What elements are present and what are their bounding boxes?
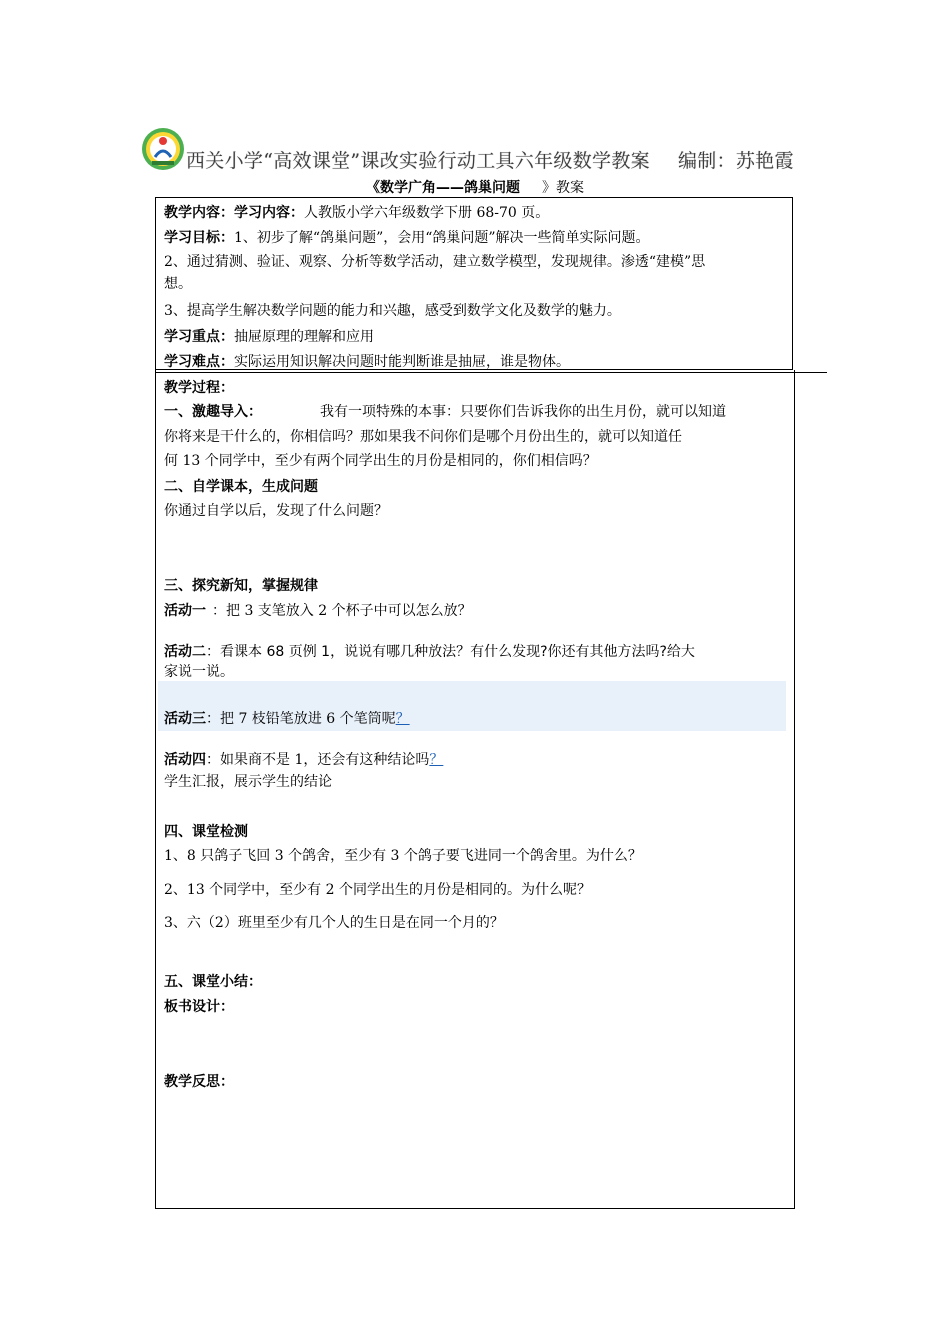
a2-text-a: ：看课本 68 页例 1，说说有哪几种放法？有什么发现?你还有其他方法吗?给大	[206, 644, 695, 660]
question-2: 2、13 个同学中，至少有 2 个同学出生的月份是相同的。为什么呢？	[164, 882, 591, 898]
content-text: 人教版小学六年级数学下册 68-70 页。	[304, 205, 550, 221]
a2-text-b: 家说一说。	[164, 664, 234, 680]
school-header	[186, 146, 826, 173]
a1-text: ：把 3 支笔放入 2 个杯子中可以怎么放？	[212, 603, 472, 619]
s1-text-a: 我有一项特殊的本事：只要你们告诉我你的出生月份，就可以知道	[320, 404, 726, 420]
board-design: 板书设计：	[164, 999, 234, 1015]
content-row	[164, 203, 789, 224]
activity-2	[164, 642, 789, 663]
key-text: 抽屉原理的理解和应用	[234, 329, 374, 345]
s3-heading: 三、探究新知，掌握规律	[164, 578, 318, 594]
a3-text: ：把 7 枝铅笔放进 6 个笔筒呢	[206, 711, 396, 727]
s1-label: 一、激趣导入：	[164, 404, 262, 420]
school-title: 西关小学“高效课堂”课改实验行动工具六年级数学教案	[186, 150, 650, 172]
s2-text: 你通过自学以后，发现了什么问题？	[164, 503, 388, 519]
s1-row	[164, 402, 789, 423]
question-1: 1、8 只鸽子飞回 3 个鸽舍，至少有 3 个鸽子要飞进同一个鸽舍里。为什么？	[164, 848, 642, 864]
activity-3	[164, 709, 789, 730]
doc-title-book: 《数学广角——鸽巢问题	[366, 180, 520, 196]
activity-4	[164, 750, 789, 771]
key-row	[164, 327, 789, 348]
s5-heading: 五、课堂小结：	[164, 974, 262, 990]
key-label: 学习重点：	[164, 329, 234, 345]
a2-label: 活动二	[164, 644, 206, 660]
goal-label: 学习目标：	[164, 230, 234, 246]
goal-row	[164, 228, 789, 249]
teaching-reflection: 教学反思：	[164, 1074, 234, 1090]
a1-label: 活动一	[164, 603, 206, 619]
school-logo-icon	[141, 127, 185, 171]
author: 编制：苏艳霞	[677, 150, 794, 172]
diff-label: 学习难点：	[164, 354, 234, 370]
goal-2b: 想。	[164, 276, 192, 292]
a3-question: ？	[395, 711, 410, 727]
s1-text-c: 何 13 个同学中，至少有两个同学出生的月份是相同的，你们相信吗？	[164, 453, 597, 469]
a4-label: 活动四	[164, 752, 206, 768]
question-3: 3、六（2）班里至少有几个人的生日是在同一个月的？	[164, 915, 504, 931]
doc-title-close: 》教案	[542, 180, 584, 196]
s2-heading: 二、自学课本，生成问题	[164, 479, 318, 495]
document-title	[0, 177, 950, 197]
a4-question: ？	[429, 752, 444, 768]
process-heading: 教学过程：	[164, 380, 234, 396]
goal-2a: 2、通过猜测、验证、观察、分析等数学活动，建立数学模型，发现规律。渗透“建模”思	[164, 254, 706, 270]
diff-text: 实际运用知识解决问题时能判断谁是抽屉，谁是物体。	[234, 354, 570, 370]
a4-text: ：如果商不是 1，还会有这种结论吗	[206, 752, 430, 768]
s4-heading: 四、课堂检测	[164, 824, 248, 840]
goal-3: 3、提高学生解决数学问题的能力和兴趣，感受到数学文化及数学的魅力。	[164, 303, 621, 319]
a4-report: 学生汇报，展示学生的结论	[164, 774, 332, 790]
goal-1: 1、初步了解“鸽巢问题”，会用“鸽巢问题”解决一些简单实际问题。	[234, 230, 650, 246]
content-label: 教学内容：学习内容：	[164, 205, 304, 221]
a3-label: 活动三	[164, 711, 206, 727]
activity-1	[164, 601, 789, 622]
s1-text-b: 你将来是干什么的，你相信吗？那如果我不问你们是哪个月份出生的，就可以知道任	[164, 429, 682, 445]
